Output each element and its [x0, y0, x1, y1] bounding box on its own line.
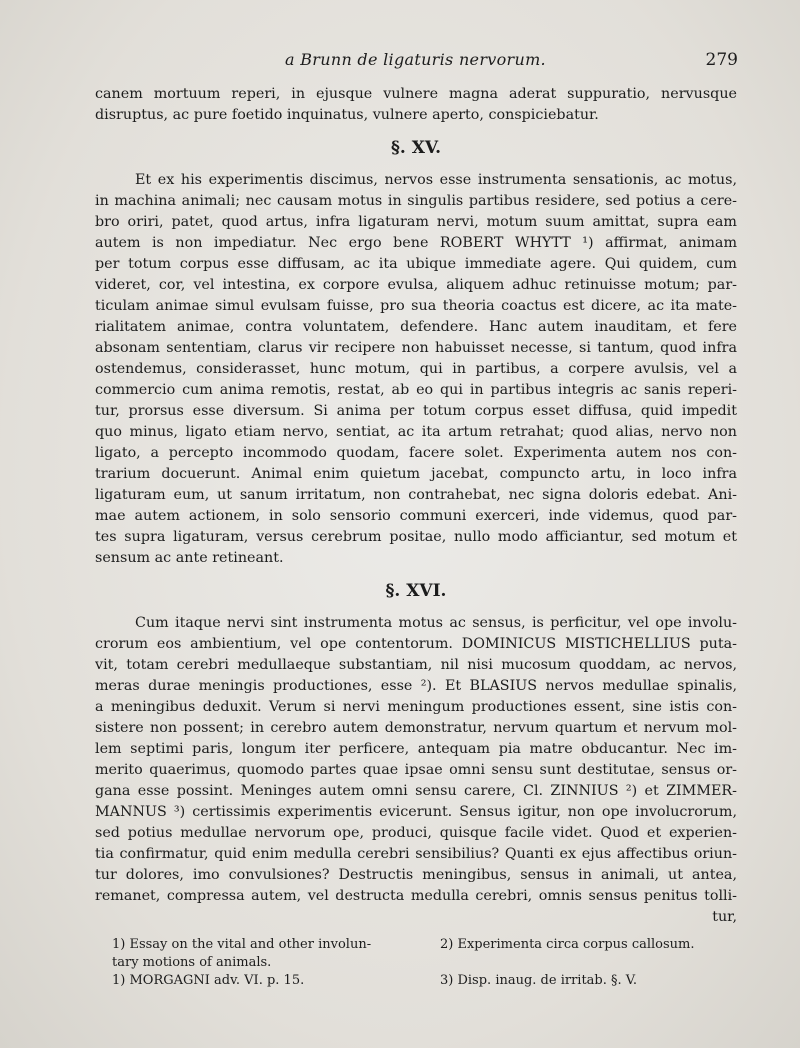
intro-paragraph [95, 84, 737, 126]
text-line: disruptus, ac pure foetido inquinatus, vulnere aperto, conspiciebatur. [95, 107, 599, 123]
text-line: quo minus, ligato etiam nervo, sentiat, ac ita artum retrahat; quod alias, nervo non [95, 424, 737, 440]
text-line: mae autem actionem, in solo sensorio communi exerceri, inde videmus, quod par- [95, 508, 737, 524]
text-line: MANNUS ³) certissimis experimentis evicerunt. Sensus igitur, non ope involucrorum, [95, 804, 737, 820]
text-line: tes supra ligaturam, versus cerebrum positae, nullo modo afficiantur, sed motum et [95, 529, 737, 545]
footnote-row [112, 954, 732, 972]
text-line: ostendemus, considerasset, hunc motum, qui in partibus, a corpere avulsis, vel a [95, 361, 737, 377]
running-header [95, 50, 738, 74]
text-line: rialitatem animae, contra voluntatem, defendere. Hanc autem inauditam, et fere [95, 319, 737, 335]
text-line: ligato, a percepto incommodo quodam, facere solet. Experimenta autem nos con- [95, 445, 737, 461]
text-line: sistere non possent; in cerebro autem demonstratur, nervum quartum et nervum mol- [95, 720, 737, 736]
text-line: ligaturam eum, ut sanum irritatum, non contrahebat, nec signa doloris edebat. Ani- [95, 487, 737, 503]
text-line: autem is non impediatur. Nec ergo bene ROBERT WHYTT ¹) affirmat, animam [95, 235, 737, 251]
footnotes [112, 936, 732, 990]
text-line: a meningibus deduxit. Verum si nervi meningum productiones essent, sine istis con- [95, 699, 737, 715]
text-line: sed potius medullae nervorum ope, produci, quisque facile videt. Quod et experien- [95, 825, 737, 841]
text-line: vit, totam cerebri medullaeque substantiam, nil nisi mucosum quoddam, ac nervos, [95, 657, 737, 673]
footnote-row [112, 972, 732, 990]
footnote-text: 3) Disp. inaug. de irritab. §. V. [440, 973, 638, 988]
text-line: crorum eos ambientium, vel ope contentorum. DOMINICUS MISTICHELLIUS puta- [95, 636, 737, 652]
section-xvi-paragraph [95, 613, 737, 928]
text-line: trarium docuerunt. Animal enim quietum jacebat, compuncto artu, in loco infra [95, 466, 737, 482]
text-line: merito quaerimus, quomodo partes quae ipsae omni sensu sunt destitutae, sensus or- [95, 762, 737, 778]
text-line: lem septimi paris, longum iter perficere, antequam pia matre obducantur. Nec im- [95, 741, 737, 757]
section-heading-xv: §. XV. [390, 138, 442, 158]
text-line: gana esse possint. Meninges autem omni sensu carere, Cl. ZINNIUS ²) et ZIMMER- [95, 783, 737, 799]
text-line: Cum itaque nervi sint instrumenta motus ac sensus, is perficitur, vel ope involu- [135, 615, 737, 631]
running-title: a Brunn de ligaturis nervorum. [285, 50, 546, 69]
section-xv-paragraph [95, 170, 737, 569]
text-line: tur, prorsus esse diversum. Si anima per totum corpus esset diffusa, quid impedit [95, 403, 737, 419]
footnote-text: 1) Essay on the vital and other involun- [112, 937, 372, 952]
text-line: tur dolores, imo convulsiones? Destructis meningibus, sensus in animali, ut antea, [95, 867, 737, 883]
footnote-text: 1) MORGAGNI adv. VI. p. 15. [112, 973, 305, 988]
text-line: remanet, compressa autem, vel destructa medulla cerebri, omnis sensus penitus tolli- [95, 888, 737, 904]
text-line: videret, cor, vel intestina, ex corpore evulsa, aliquem adhuc retinuisse motum; par- [95, 277, 737, 293]
section-heading-xvi: §. XVI. [385, 581, 447, 601]
text-line: sensum ac ante retineant. [95, 550, 284, 566]
text-line: canem mortuum reperi, in ejusque vulnere magna aderat suppuratio, nervusque [95, 86, 737, 102]
footnote-text: 2) Experimenta circa corpus callosum. [440, 937, 695, 952]
text-line: commercio cum anima remotis, restat, ab eo qui in partibus integris ac sanis reperi- [95, 382, 737, 398]
catchword: tur, [712, 909, 737, 925]
text-line: per totum corpus esse diffusam, ac ita ubique immediate agere. Qui quidem, cum [95, 256, 737, 272]
text-line: absonam sententiam, clarus vir recipere non habuisset necesse, si tantum, quod infra [95, 340, 737, 356]
text-line: Et ex his experimentis discimus, nervos esse instrumenta sensationis, ac motus, [135, 172, 737, 188]
text-line: meras durae meningis productiones, esse ²). Et BLASIUS nervos medullae spinalis, [95, 678, 737, 694]
page-number: 279 [705, 50, 738, 70]
page-body [95, 84, 737, 928]
text-line: in machina animali; nec causam motus in singulis partibus residere, sed potius a cere- [95, 193, 737, 209]
text-line: bro oriri, patet, quod artus, infra ligaturam nervi, motum suum amittat, supra eam [95, 214, 737, 230]
text-line: ticulam animae simul evulsam fuisse, pro sua theoria coactus est dicere, ac ita mate- [95, 298, 737, 314]
footnote-text: tary motions of animals. [112, 955, 272, 970]
text-line: tia confirmatur, quid enim medulla cerebri sensibilius? Quanti ex ejus affectibus oriun- [95, 846, 737, 862]
footnote-row [112, 936, 732, 954]
